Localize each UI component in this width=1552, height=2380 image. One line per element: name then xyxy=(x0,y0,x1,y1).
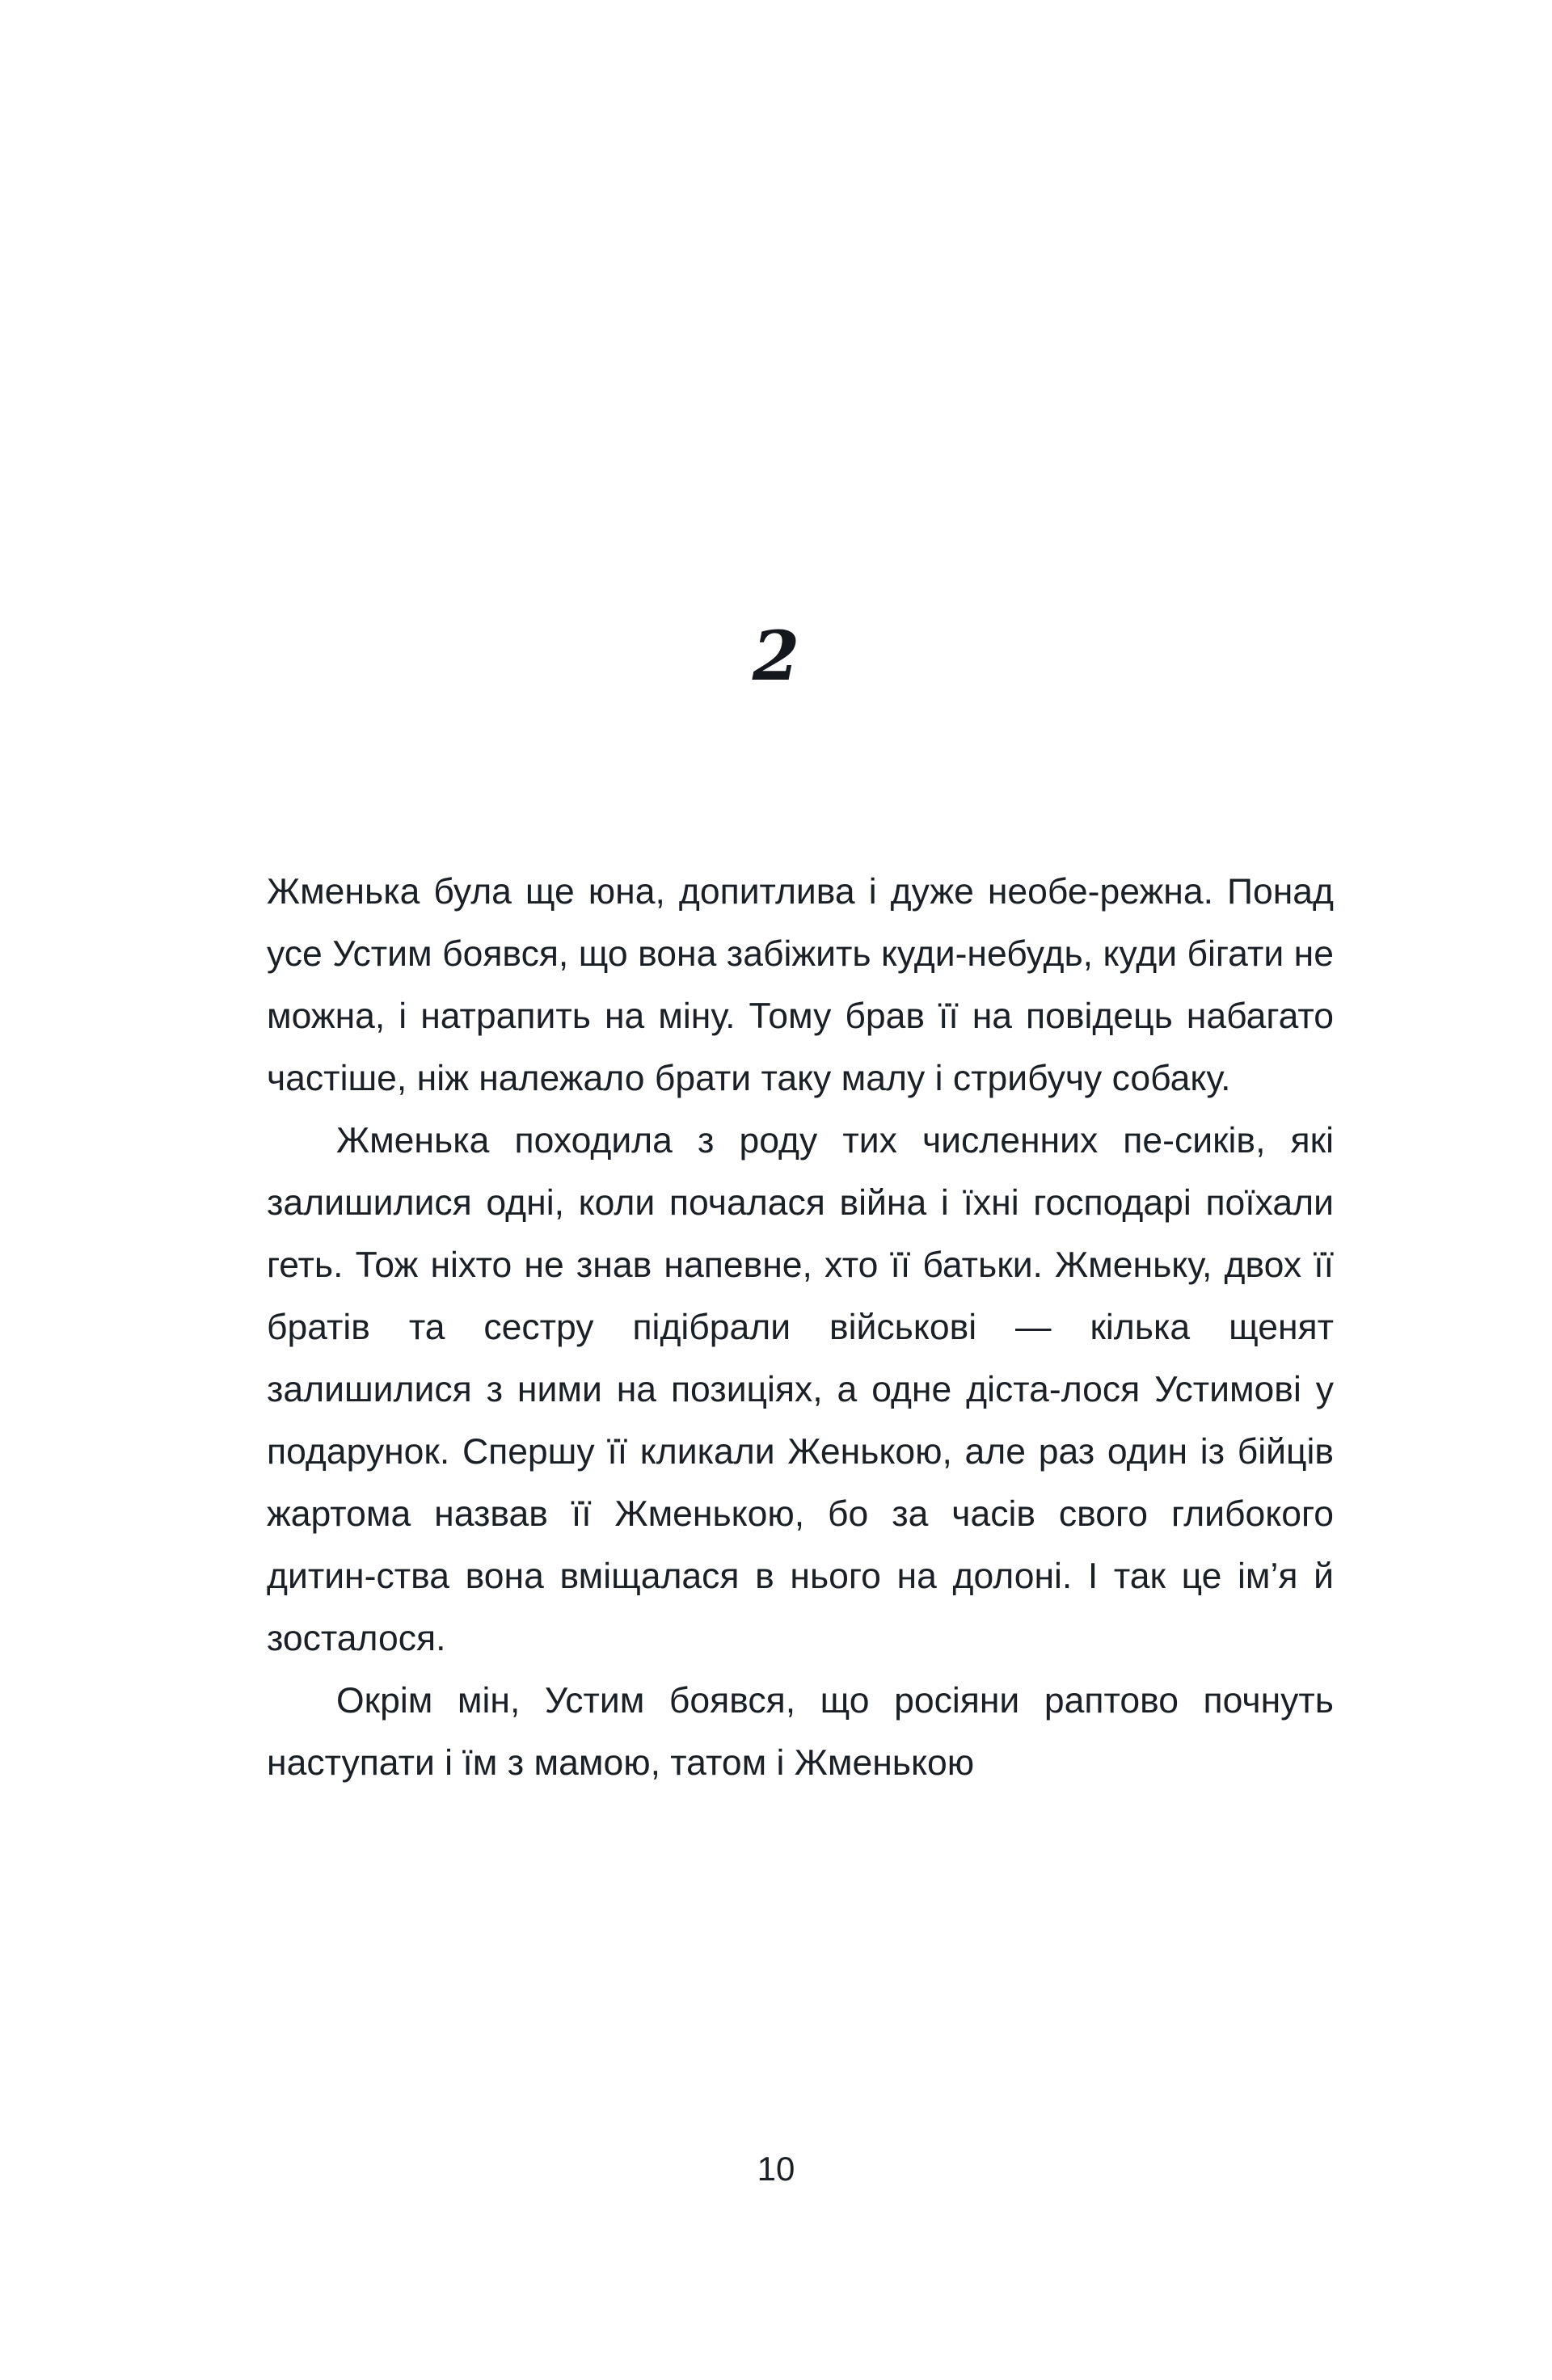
chapter-number: 2 xyxy=(752,616,800,696)
paragraph: Жменька була ще юна, допитлива і дуже необе-режна. Понад усе Устим боявся, що вона забіжить куди-небудь, куди бігати не можна, і натрапить на міну. Тому брав її на повідець набагато частіше, ніж належало брати таку малу і стрибучу собаку. xyxy=(267,872,1334,1098)
paragraph: Окрім мін, Устим боявся, що росіяни раптово почнуть наступати і їм з мамою, татом і Жменькою xyxy=(267,1681,1334,1783)
body-text-block xyxy=(267,861,1334,1794)
page-number: 10 xyxy=(757,2150,795,2188)
paragraph: Жменька походила з роду тих численних пе-сиків, які залишилися одні, коли почалася війна і їхні господарі поїхали геть. Тож ніхто не знав напевне, хто її батьки. Жменьку, двох її братів та сестру підібрали військові — кілька щенят залишилися з ними на позиціях, а одне діста-лося Устимові у подарунок. Спершу її кликали Женькою, але раз один із бійців жартома назвав її Жменькою, бо за часів свого глибокого дитин-ства вона вміщалася в нього на долоні. І так це ім’я й зосталося. xyxy=(267,1121,1334,1658)
